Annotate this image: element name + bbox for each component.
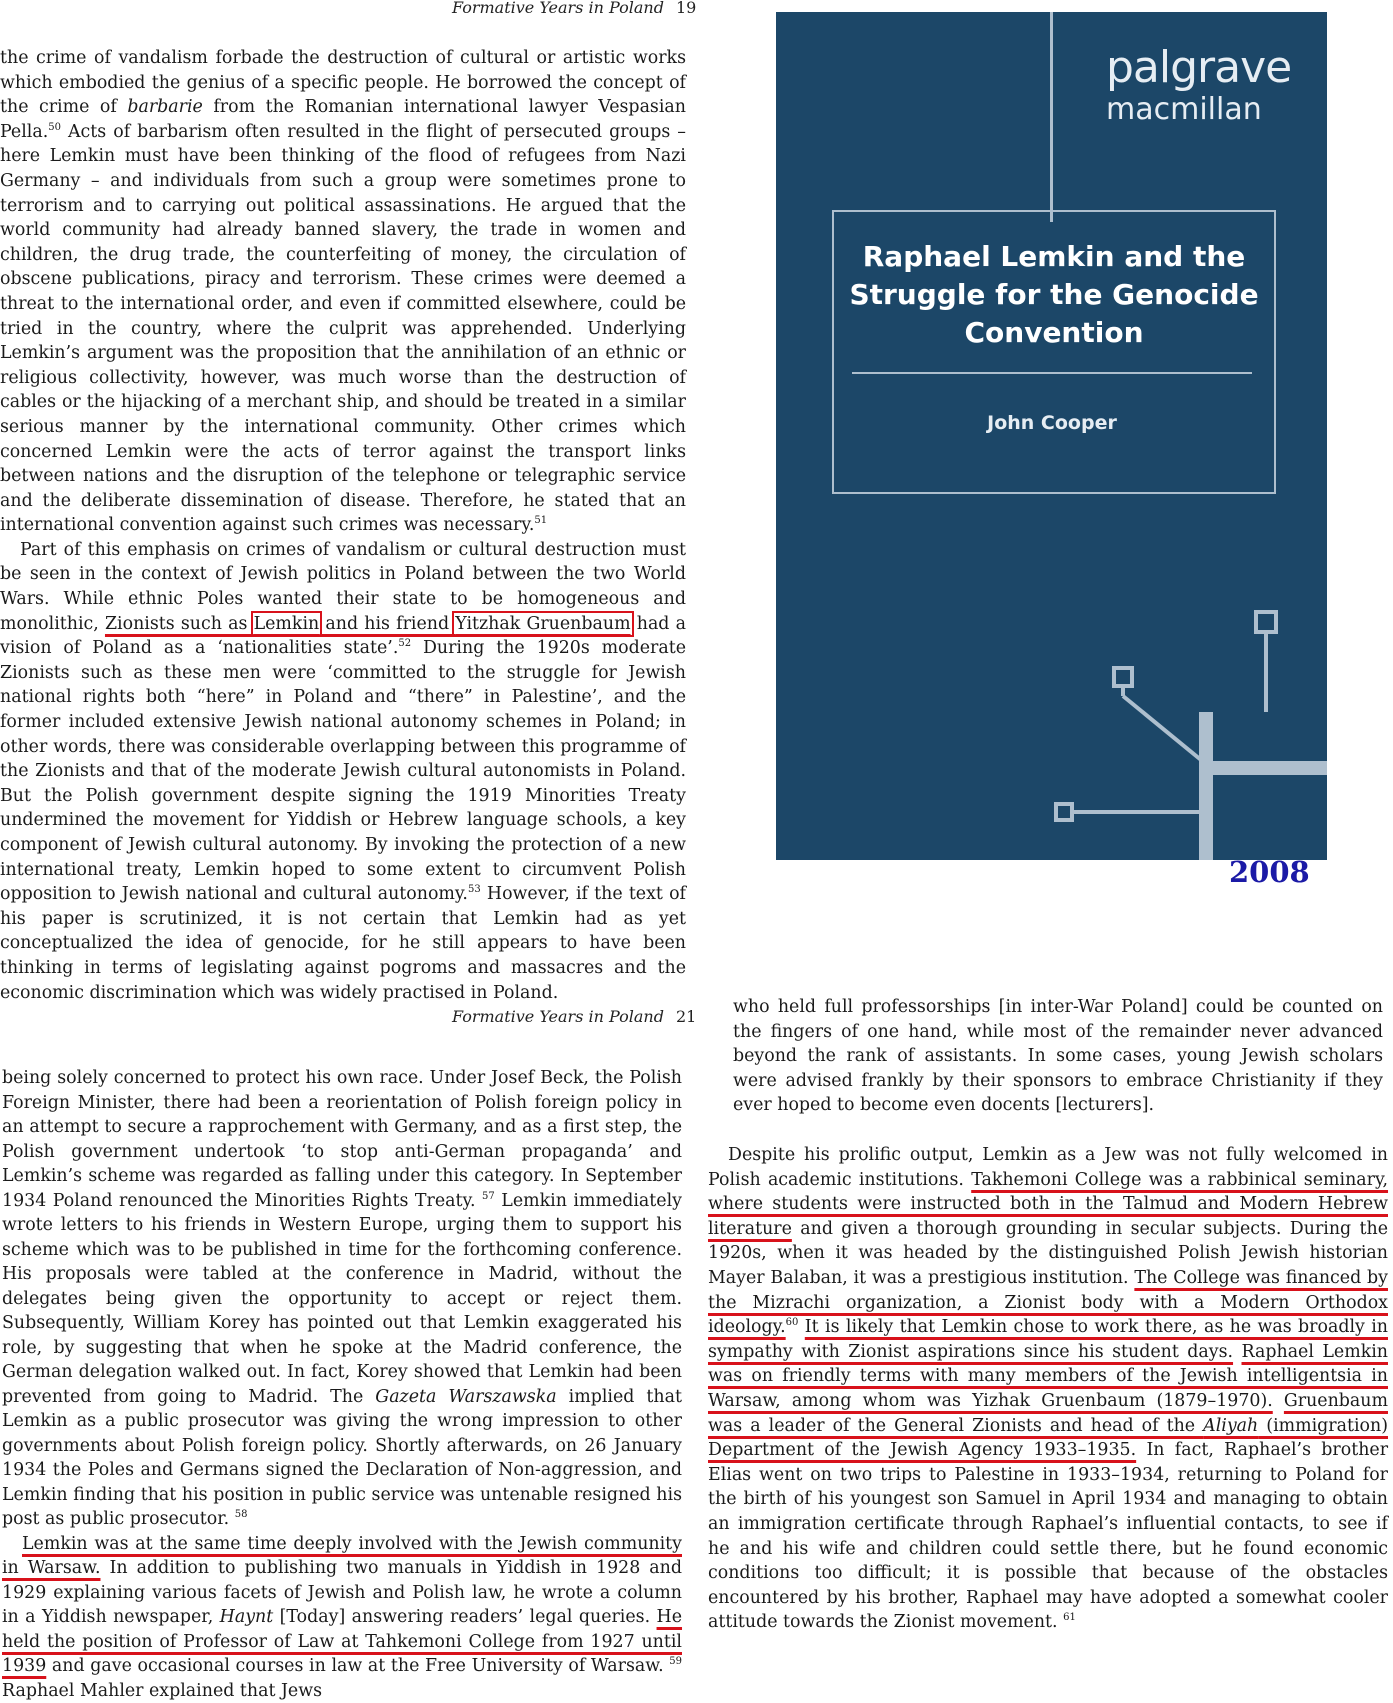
running-head-p19 bbox=[452, 0, 696, 17]
page19-text bbox=[0, 46, 686, 1005]
text-run: and given a thorough grounding in secular subjects. During the 1920s, when it was headed by the distinguished Polish Jewish historian Mayer Balaban, it was a prestigious institution. bbox=[708, 1219, 1388, 1288]
boxed-name: Yitzhak Gruenbaum bbox=[455, 614, 630, 634]
quote-text: who held full professorships [in inter-War Poland] could be counted on the fingers of one hand, while most of the remainder never advanced beyond the rank of assistants. In some cases, young Jewish scholars were advised frankly by their sponsors to embrace Christianity if they ever hoped to become even docents [lecturers]. bbox=[733, 997, 1383, 1115]
underlined-span: Raphael Lemkin was on friendly terms with many members of the Jewish intelligentsia in Warsaw, among whom was Yizhak Gruenbaum (1879–1970). bbox=[708, 1342, 1388, 1411]
page-number: 19 bbox=[676, 0, 696, 17]
italic-term: Aliyah bbox=[1203, 1416, 1258, 1436]
underlined-span: Takhemoni College was a rabbinical seminary, where students were instructed both in the Talmud and Modern Hebrew literature bbox=[708, 1170, 1388, 1239]
footnote-ref: 53 bbox=[468, 884, 481, 895]
publisher-logo: palgrave bbox=[1106, 42, 1291, 93]
text-run: (immigration) Department of the Jewish Agency 1933–1935. bbox=[708, 1416, 1388, 1461]
text-run: [Today] answering readers’ legal queries. bbox=[273, 1607, 656, 1627]
footnote-ref: 58 bbox=[235, 1509, 248, 1520]
text-run: During the 1920s moderate Zionists such as these men were ‘committed to the struggle for Jewish national rights both “here” in Poland and “there” in Palestine’, and the former included extensive Jewish national autonomy schemes in Poland; in other words, there was considerable overlapping between this programme of the Zionists and that of the moderate Jewish cultural autonomists in Poland. But the Polish government despite signing the 1919 Minorities Treaty undermined the movement for Yiddish or Hebrew language schools, a key component of Jewish cultural autonomy. By invoking the protection of a new international treaty, Lemkin hoped to some extent to circumvent Polish opposition to Jewish national and cultural autonomy. bbox=[0, 638, 686, 904]
running-head-title: Formative Years in Poland bbox=[452, 0, 664, 17]
italic-term: Gazeta Warszawska bbox=[375, 1387, 556, 1407]
footnote-ref: 61 bbox=[1063, 1612, 1076, 1623]
paragraph bbox=[2, 1066, 682, 1532]
footnote-ref: 60 bbox=[786, 1317, 799, 1328]
book-cover bbox=[776, 12, 1327, 860]
publication-year: 2008 bbox=[1229, 855, 1310, 889]
text-run: and gave occasional courses in law at the Free University of Warsaw. bbox=[46, 1656, 669, 1676]
text-run: Lemkin immediately wrote letters to his friends in Western Europe, urging them to support his scheme which was to be published in time for the forthcoming conference. His proposals were tabled at the conference in Madrid, without the delegates being given the opportunity to accept or reject them. Subsequently, William Korey has pointed out that Lemkin exaggerated his role, by suggesting that when he spoke at the Madrid conference, the German delegation walked out. In fact, Korey showed that Lemkin had been prevented from going to Madrid. The bbox=[2, 1191, 682, 1407]
text-run: from the Romanian international lawyer Vespasian Pella. bbox=[0, 97, 686, 142]
footnote-ref: 50 bbox=[48, 122, 61, 133]
italic-term: Haynt bbox=[220, 1607, 274, 1627]
page-number: 21 bbox=[676, 1007, 696, 1026]
text-run: the crime of vandalism forbade the destruction of cultural or artistic works which embodied the genius of a specific people. He borrowed the concept of the crime of bbox=[0, 48, 686, 117]
page21-left-column bbox=[2, 1066, 682, 1703]
text-run bbox=[1233, 1342, 1241, 1362]
text-run: Zionists such as bbox=[105, 614, 254, 634]
paragraph bbox=[0, 46, 686, 538]
text-run: Gruenbaum was a leader of the General Zionists and head of the bbox=[708, 1391, 1388, 1436]
underlined-span: The College was financed by the Mizrachi organization, a Zionist body with a Modern Orthodox ideology. bbox=[708, 1268, 1388, 1337]
book-author: John Cooper bbox=[834, 412, 1270, 434]
book-title: Raphael Lemkin and the Struggle for the Genocide Convention bbox=[844, 238, 1264, 352]
text-run: and his friend bbox=[319, 614, 455, 634]
text-run: being solely concerned to protect his own race. Under Josef Beck, the Polish Foreign Minister, there had been a reorientation of Polish foreign policy in an attempt to secure a rapprochement with Germany, and as a first step, the Polish government undertook ‘to stop anti-German propaganda’ and Lemkin’s scheme was regarded as falling under this category. In September 1934 Poland renounced the Minorities Rights Treaty. bbox=[2, 1068, 682, 1211]
italic-term: barbarie bbox=[127, 97, 202, 117]
text-run: implied that Lemkin as a public prosecutor was giving the wrong impression to other governments about Polish foreign policy. Shortly afterwards, on 26 January 1934 the Poles and Germans signed the Declaration of Non-aggression, and Lemkin finding that his position in public service was untenable resigned his post as public prosecutor. bbox=[2, 1387, 682, 1530]
publisher-logo-sub: macmillan bbox=[1106, 92, 1262, 127]
text-run bbox=[1273, 1391, 1284, 1411]
text-run: Despite his prolific output, Lemkin as a Jew was not fully welcomed in Polish academic institutions. bbox=[708, 1145, 1388, 1190]
text-run: Raphael Mahler explained that Jews bbox=[2, 1681, 322, 1701]
running-head-p21 bbox=[452, 1007, 696, 1026]
running-head-title: Formative Years in Poland bbox=[452, 1007, 664, 1026]
page21-right-column bbox=[708, 1143, 1388, 1635]
footnote-ref: 57 bbox=[482, 1191, 495, 1202]
underlined-span: He held the position of Professor of Law at Tahkemoni College from 1927 until 1939 bbox=[2, 1607, 682, 1676]
footnote-ref: 52 bbox=[398, 638, 411, 649]
text-run: Acts of barbarism often resulted in the flight of persecuted groups – here Lemkin must have been thinking of the flood of refugees from Nazi Germany – and individuals from such a group were sometimes prone to terrorism and to carrying out political assassinations. He argued that the world community had already banned slavery, the trade in women and children, the drug trade, the counterfeiting of money, the circulation of obscene publications, piracy and terrorism. These crimes were deemed a threat to the international order, and even if committed elsewhere, could be tried in the country, where the culprit was apprehended. Underlying Lemkin’s argument was the proposition that the annihilation of an ethnic or religious collectivity, however, was much worse than the destruction of cables or the hijacking of a merchant ship, and should be treated in a similar serious manner by the international community. Other crimes which concerned Lemkin were the acts of terror against the transport links between nations and the disruption of the telephone or telegraphic service and the deliberate dissemination of disease. Therefore, he stated that an international convention against such crimes was necessary. bbox=[0, 122, 686, 536]
boxed-name: Lemkin bbox=[254, 614, 320, 634]
text-run: In fact, Raphael’s brother Elias went on two trips to Palestine in 1933–1934, returning to Poland for the birth of his youngest son Samuel in April 1934 and managing to obtain an immigration certificate through Raphael’s influential contacts, to see if he and his wife and children could settle there, but he found economic conditions too difficult; it is possible that because of the obstacles encountered by his brother, Raphael may have adopted a somewhat cooler attitude towards the Zionist movement. bbox=[708, 1440, 1388, 1632]
underlined-span bbox=[105, 614, 631, 634]
cover-decoration bbox=[776, 12, 1327, 860]
paragraph bbox=[708, 1143, 1388, 1635]
text-run: Part of this emphasis on crimes of vandalism or cultural destruction must be seen in the context of Jewish politics in Poland between the two World Wars. While ethnic Poles wanted their state to be homogeneous and monolithic, bbox=[0, 540, 686, 634]
text-run: However, if the text of his paper is scrutinized, it is not certain that Lemkin had as yet conceptualized the idea of genocide, for he still appears to have been thinking in terms of legislating against pogroms and massacres and the economic discrimination which was widely practised in Poland. bbox=[0, 884, 686, 1002]
paragraph bbox=[2, 1532, 682, 1703]
underlined-span: It is likely that Lemkin chose to work there, as he was broadly in sympathy with Zionist aspirations since his student days. bbox=[708, 1317, 1388, 1362]
paragraph bbox=[0, 538, 686, 1005]
footnote-ref: 59 bbox=[669, 1656, 682, 1667]
block-quote bbox=[733, 995, 1383, 1118]
text-run: In addition to publishing two manuals in Yiddish in 1928 and 1929 explaining various facets of Jewish and Polish law, he wrote a column in a Yiddish newspaper, bbox=[2, 1558, 682, 1627]
underlined-span: Lemkin was at the same time deeply involved with the Jewish community in Warsaw. bbox=[2, 1534, 682, 1579]
text-run: had a vision of Poland as a ‘nationalities state’. bbox=[0, 614, 686, 659]
footnote-ref: 51 bbox=[534, 515, 547, 526]
